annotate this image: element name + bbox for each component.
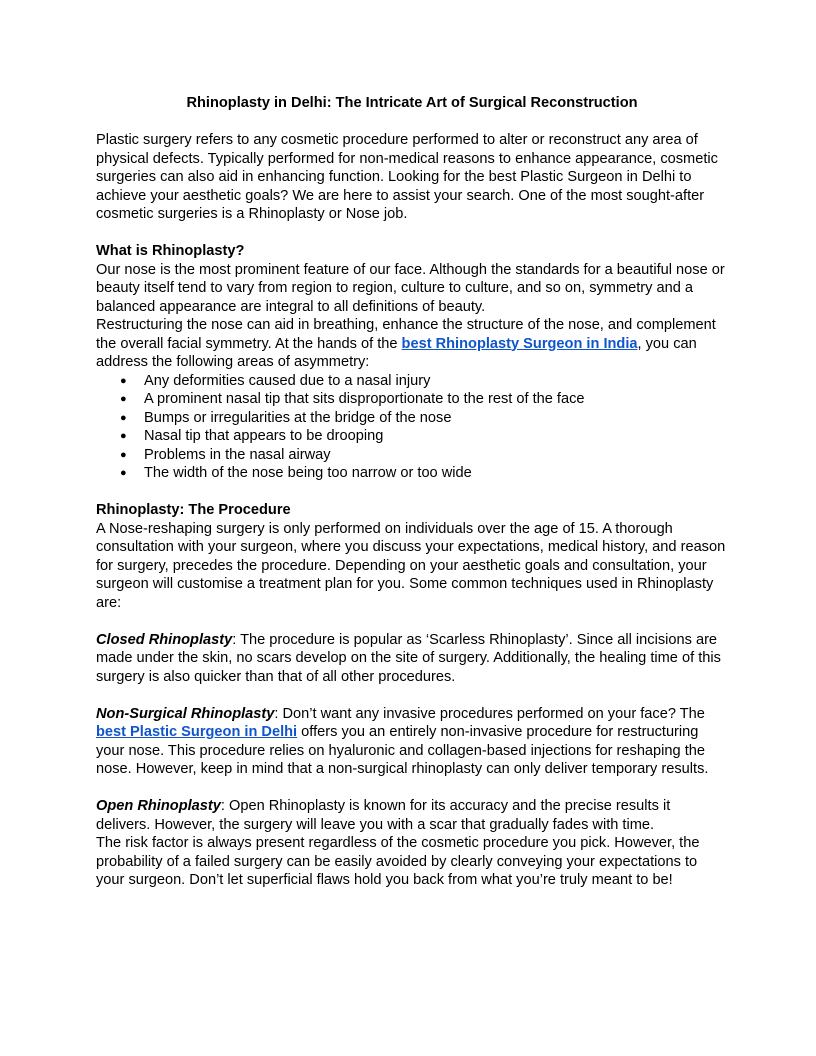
closed-rhinoplasty-paragraph (96, 631, 728, 687)
document-page (96, 94, 728, 890)
spacer (96, 686, 728, 705)
nonsurgical-before: : Don’t want any invasive procedures performed on your face? The (274, 705, 705, 722)
open-text: : Open Rhinoplasty is known for its accuracy and the precise results it delivers. However, the surgery will leave you with a scar that gradually fades with time. (96, 798, 671, 833)
list-item: ● Bumps or irregularities at the bridge of the nose (120, 409, 452, 426)
list-item: ● Any deformities caused due to a nasal injury (120, 372, 431, 389)
bullet-icon: ● (120, 430, 127, 442)
closing-paragraph: The risk factor is always present regardless of the cosmetic procedure you pick. However, the probability of a failed surgery can be easily avoided by clearly conveying your expectations to your surgeon. Don’t let superficial flaws hold you back from what you’re truly meant to be! (96, 835, 700, 888)
intro-paragraph: Plastic surgery refers to any cosmetic procedure performed to alter or reconstruct any area of physical defects. Typically performed for non-medical reasons to enhance appearance, cosmetic surgeries can also aid in enhancing function. Looking for the best Plastic Surgeon in Delhi to achieve your aesthetic goals? We are here to assist your search. One of the most sought-after cosmetic surgeries is a Rhinoplasty or Nose job. (96, 132, 718, 222)
what-paragraph-1: Our nose is the most prominent feature of our face. Although the standards for a beautiful nose or beauty itself tend to vary from region to region, culture to culture, and so on, symmetry and a balanced appearance are integral to all definitions of beauty. (96, 261, 725, 315)
list-item: ● A prominent nasal tip that sits disproportionate to the rest of the face (120, 391, 585, 407)
open-rhinoplasty-paragraph (96, 797, 728, 834)
nonsurgical-term: Non-Surgical Rhinoplasty (96, 705, 275, 722)
rhinoplasty-surgeon-link[interactable]: best Rhinoplasty Surgeon in India (401, 335, 638, 352)
bullet-icon: ● (120, 448, 127, 461)
bullet-icon: ● (120, 467, 127, 479)
list-item: ● The width of the nose being too narrow or too wide (120, 465, 472, 481)
closed-text: : The procedure is popular as ‘Scarless Rhinoplasty’. Since all incisions are made under the skin, no scars develop on the site of surgery. Additionally, the healing time of this surgery is also quicker than that of all other procedures. (96, 631, 721, 685)
spacer (96, 779, 728, 798)
plastic-surgeon-link[interactable]: best Plastic Surgeon in Delhi (96, 724, 298, 740)
list-item: ● Problems in the nasal airway (120, 446, 331, 463)
bullet-icon: ● (120, 411, 127, 424)
closed-term: Closed Rhinoplasty (96, 631, 233, 648)
nonsurgical-after: offers you an entirely non-invasive procedure for restructuring your nose. This procedure relies on hyaluronic and collagen-based injections for reshaping the nose. However, keep in mind that a non-surgical rhinoplasty can only deliver temporary results. (96, 724, 709, 777)
spacer (96, 483, 728, 502)
spacer (96, 612, 728, 631)
spacer (96, 224, 728, 243)
what-p2-after: , you can address the following areas of asymmetry: (96, 335, 697, 370)
what-heading: What is Rhinoplasty? (96, 243, 245, 259)
procedure-paragraph: A Nose-reshaping surgery is only performed on individuals over the age of 15. A thorough consultation with your surgeon, where you discuss your expectations, medical history, and reason for surgery, precedes the procedure. Depending on your aesthetic goals and consultation, your surgeon will customise a treatment plan for you. Some common techniques used in Rhinoplasty are: (96, 520, 726, 611)
procedure-heading: Rhinoplasty: The Procedure (96, 502, 291, 518)
page-title: Rhinoplasty in Delhi: The Intricate Art of Surgical Reconstruction (186, 95, 638, 111)
list-item: ● Nasal tip that appears to be drooping (120, 428, 384, 444)
asymmetry-list (96, 372, 728, 483)
open-term: Open Rhinoplasty (96, 798, 221, 814)
what-p2-before: Restructuring the nose can aid in breathing, enhance the structure of the nose, and complement the overall facial symmetry. At the hands of the (96, 317, 716, 352)
what-paragraph-2 (96, 316, 728, 372)
bullet-icon: ● (120, 374, 127, 387)
nonsurgical-paragraph (96, 705, 728, 779)
bullet-icon: ● (120, 393, 127, 405)
